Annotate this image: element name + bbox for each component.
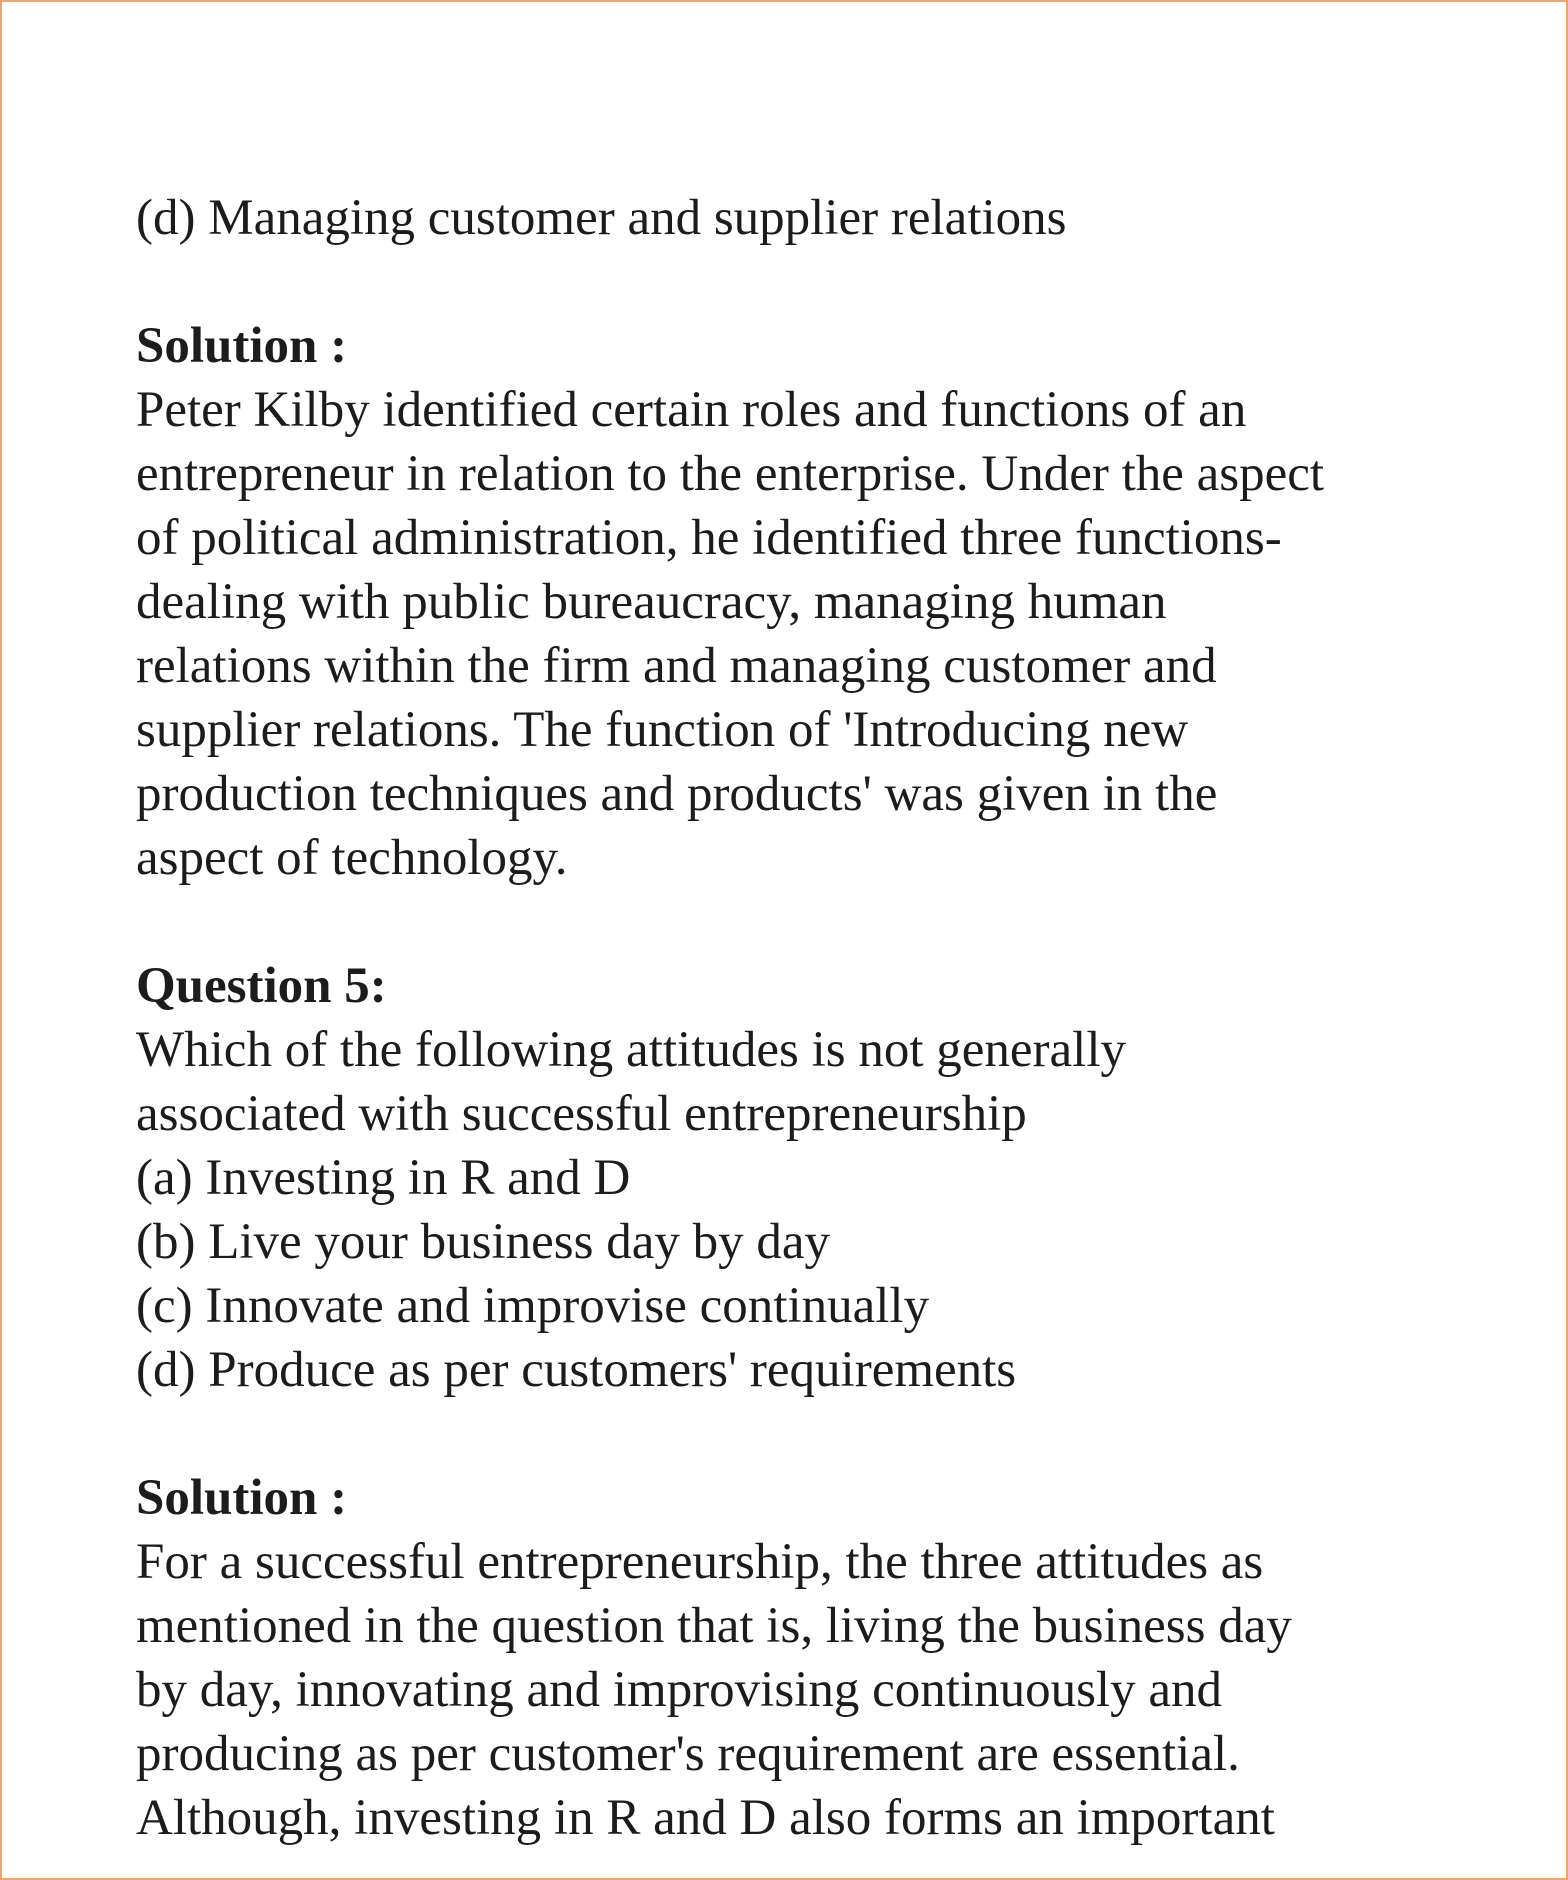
solution-line: entrepreneur in relation to the enterprise. Under the aspect: [136, 446, 1325, 502]
option-c: (c) Innovate and improvise continually: [136, 1278, 930, 1334]
solution-line: For a successful entrepreneurship, the three attitudes as: [136, 1534, 1264, 1590]
spacer: [136, 890, 1526, 954]
previous-question-option-d: (d) Managing customer and supplier relations: [136, 190, 1067, 246]
solution-heading: Solution :: [136, 318, 348, 374]
solution-line: dealing with public bureaucracy, managing human: [136, 574, 1167, 630]
solution-heading: Solution :: [136, 1470, 348, 1526]
question-line: Which of the following attitudes is not generally: [136, 1022, 1127, 1078]
solution-line: production techniques and products' was given in the: [136, 766, 1218, 822]
solution-text: [136, 378, 1526, 890]
question-options: [136, 1146, 1526, 1402]
spacer: [136, 250, 1526, 314]
page-content: [136, 186, 1526, 1850]
solution-line: producing as per customer's requirement are essential.: [136, 1726, 1240, 1782]
question-heading: Question 5:: [136, 958, 387, 1014]
option-a: (a) Investing in R and D: [136, 1150, 631, 1206]
solution-line: relations within the firm and managing customer and: [136, 638, 1217, 694]
solution-line: of political administration, he identified three functions-: [136, 510, 1282, 566]
solution-line: supplier relations. The function of 'Introducing new: [136, 702, 1189, 758]
spacer: [136, 1402, 1526, 1466]
solution-line: aspect of technology.: [136, 830, 568, 886]
solution-line: mentioned in the question that is, living the business day: [136, 1598, 1292, 1654]
option-b: (b) Live your business day by day: [136, 1214, 831, 1270]
question-line: associated with successful entrepreneurship: [136, 1086, 1027, 1142]
solution-line: by day, innovating and improvising continuously and: [136, 1662, 1222, 1718]
solution-line: Although, investing in R and D also forms an important: [136, 1790, 1275, 1846]
solution-line: Peter Kilby identified certain roles and functions of an: [136, 382, 1247, 438]
option-d: (d) Produce as per customers' requirements: [136, 1342, 1017, 1398]
question-text: [136, 1018, 1526, 1146]
solution-text: [136, 1530, 1526, 1850]
